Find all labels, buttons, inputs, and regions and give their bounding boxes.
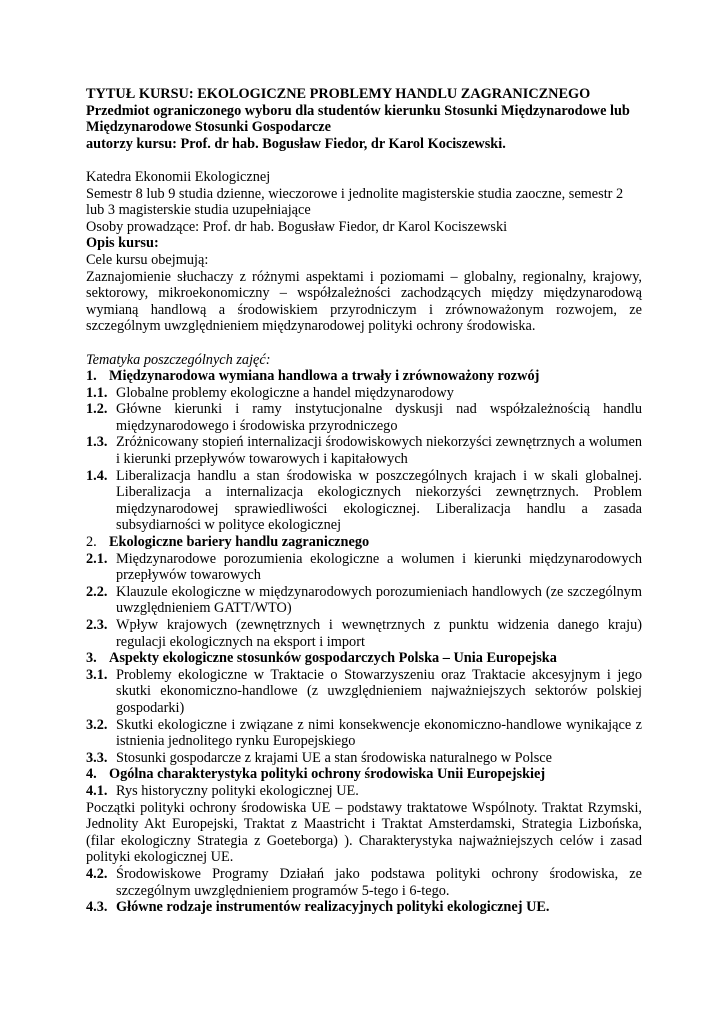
list-item — [86, 385, 642, 402]
list-item — [86, 401, 642, 434]
item-text: Międzynarodowe porozumienia ekologiczne a wolumen i kierunki międzynarodowych przepływów towarowych — [116, 550, 642, 584]
list-item — [86, 750, 642, 767]
item-text: Rys historyczny polityki ekologicznej UE. — [116, 782, 359, 799]
section-heading — [86, 534, 642, 551]
section-title: Aspekty ekologiczne stosunków gospodarczych Polska – Unia Europejska — [109, 650, 557, 667]
item-number: 2.2. — [86, 583, 108, 600]
section-number: 1. — [86, 368, 97, 385]
list-item — [86, 783, 642, 800]
section-title: Międzynarodowa wymiana handlowa a trwały i zrównoważony rozwój — [109, 368, 540, 385]
list-item — [86, 866, 642, 899]
item-number: 2.1. — [86, 550, 108, 567]
spacer — [86, 335, 642, 352]
section-title: Ekologiczne bariery handlu zagranicznego — [109, 534, 370, 551]
item-number: 3.3. — [86, 749, 108, 766]
list-item — [86, 468, 642, 534]
item-text: Klauzule ekologiczne w międzynarodowych porozumieniach handlowych (ze szczególnym uwzględnieniem GATT/WTO) — [116, 583, 642, 617]
section-heading — [86, 766, 642, 783]
item-number: 3.1. — [86, 666, 108, 683]
item-number: 4.2. — [86, 865, 108, 882]
item-number: 4.1. — [86, 782, 108, 799]
list-item — [86, 899, 642, 916]
list-item — [86, 667, 642, 717]
section-number: 4. — [86, 766, 97, 783]
list-item — [86, 717, 642, 750]
item-text: Globalne problemy ekologiczne a handel międzynarodowy — [116, 384, 454, 401]
section-title: Ogólna charakterystyka polityki ochrony środowiska Unii Europejskiej — [109, 766, 546, 783]
item-text: Problemy ekologiczne w Traktacie o Stowarzyszeniu oraz Traktacie akcesyjnym i jego skutki ekonomiczno-handlowe (z uwzględnieniem najważniejszych sektorów polskiej gospodarki) — [116, 666, 642, 716]
department: Katedra Ekonomii Ekologicznej — [86, 168, 271, 185]
item-text: Skutki ekologiczne i związane z nimi konsekwencje ekonomiczno-handlowe wynikające z istnienia jednolitego rynku Europejskiego — [116, 716, 642, 750]
item-text: Wpływ krajowych (zewnętrznych i wewnętrznych z punktu widzenia danego kraju) regulacji ekologicznych na eksport i import — [116, 617, 642, 650]
semester-info: Semestr 8 lub 9 studia dzienne, wieczorowe i jednolite magisterskie studia zaoczne, semestr 2 lub 3 magisterskie studia uzupełniające — [86, 185, 624, 219]
item-number: 1.4. — [86, 467, 108, 484]
section-number: 2. — [86, 534, 97, 551]
item-text: Środowiskowe Programy Działań jako podstawa polityki ochrony środowiska, ze szczególnym uwzględnieniem programów 5-tego i 6-tego. — [116, 865, 642, 899]
item-number: 1.1. — [86, 384, 108, 401]
spacer — [86, 152, 642, 169]
item-number: 4.3. — [86, 899, 108, 916]
item-text: Główne rodzaje instrumentów realizacyjnych polityki ekologicznej UE. — [116, 899, 550, 916]
section-number: 3. — [86, 650, 97, 667]
course-title: TYTUŁ KURSU: EKOLOGICZNE PROBLEMY HANDLU ZAGRANICZNEGO — [86, 86, 591, 102]
list-item — [86, 617, 642, 650]
list-item — [86, 551, 642, 584]
course-subtitle: Przedmiot ograniczonego wyboru dla studentów kierunku Stosunki Międzynarodowe lub Międzynarodowe Stosunki Gospodarcze — [86, 102, 630, 136]
item-text: Liberalizacja handlu a stan środowiska w poszczególnych krajach i w skali globalnej. Liberalizacja a internalizacja ekologicznych niekorzyści zewnętrznych. Problem międzynarodowej sprawiedliwości ekologicznej. Liberalizacja handlu a zasada subsydiarności w polityce ekologicznej — [116, 467, 642, 534]
list-item — [86, 584, 642, 617]
course-authors: autorzy kursu: Prof. dr hab. Bogusław Fiedor, dr Karol Kociszewski. — [86, 135, 506, 152]
item-number: 3.2. — [86, 716, 108, 733]
topics-heading: Tematyka poszczególnych zajęć: — [86, 351, 271, 368]
item-number: 1.3. — [86, 434, 108, 451]
item-text: Zróżnicowany stopień internalizacji środowiskowych niekorzyści zewnętrznych a wolumen i kierunki przepływów towarowych i kapitałowych — [116, 434, 642, 468]
document-page — [86, 86, 642, 916]
section-heading — [86, 368, 642, 385]
section-paragraph: Początki polityki ochrony środowiska UE – podstawy traktatowe Wspólnoty. Traktat Rzymski, Jednolity Akt Europejski, Traktat z Maastricht i Traktat Amsterdamski, Strategia Lizbońska, (filar ekologiczny Strategia z Goeteborga) ). Charakterystyka najważniejszych celów i zasad polityki ekologicznej UE. — [86, 799, 642, 866]
goals-text: Zaznajomienie słuchaczy z różnymi aspektami i poziomami – globalny, regionalny, krajowy, sektorowy, mikroekonomiczny – współzależności zachodzących między międzynarodową wymianą handlową a środowiskiem przyrodniczym i zrównoważonym rozwojem, ze szczególnym uwzględnieniem międzynarodowej polityki ochrony środowiska. — [86, 268, 642, 335]
section-heading — [86, 650, 642, 667]
item-number: 1.2. — [86, 401, 108, 418]
item-text: Stosunki gospodarcze z krajami UE a stan środowiska naturalnego w Polsce — [116, 749, 552, 766]
description-heading: Opis kursu: — [86, 235, 159, 252]
list-item — [86, 434, 642, 467]
item-text: Główne kierunki i ramy instytucjonalne dyskusji nad współzależnością handlu międzynarodowego i środowiska przyrodniczego — [116, 401, 642, 434]
goals-heading: Cele kursu obejmują: — [86, 251, 209, 268]
lecturers: Osoby prowadzące: Prof. dr hab. Bogusław Fiedor, dr Karol Kociszewski — [86, 218, 508, 235]
item-number: 2.3. — [86, 617, 108, 633]
